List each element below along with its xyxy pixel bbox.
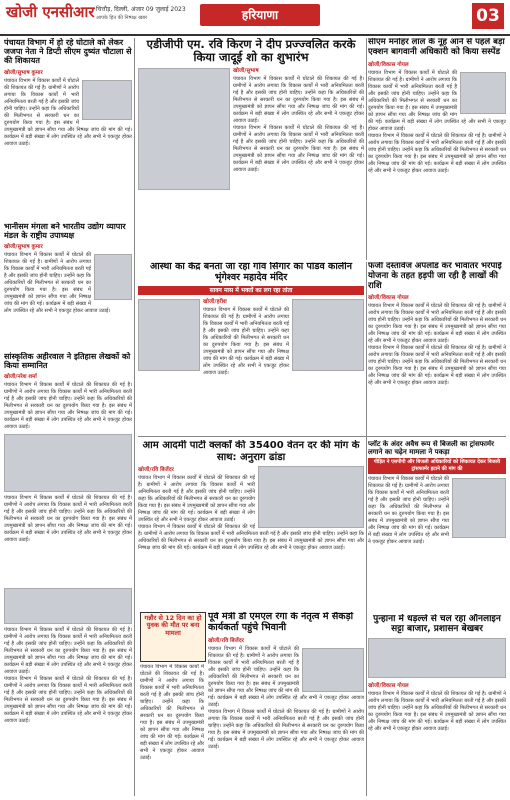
story-headline: एडीजीपी एम. रवि किरण ने दीप प्रज्ज्वलित करके किया जादूई शो का शुभारंभ [146, 38, 356, 65]
section-title: हरियाणा [200, 4, 320, 26]
story-byline: खोजी/विकास गोयल [368, 61, 409, 68]
story-body: पंचायत विभाग में विकास कार्यों में घोटाले की शिकायत की गई है। ग्रामीणों ने आरोप लगाया कि विकास कार्यों में भारी अनियमितता बरती गई है और इसकी जांच होनी चाहिए। उन्होंने कहा कि अधिकारियों की मिलीभगत से सरकारी धन का दुरुपयोग किया गया है। इस संबंध में उपमुख्यमंत्री को ज्ञापन सौंपा गया और निष्पक्ष जांच की मांग की गई। कार्यक्रम में बड़ी संख्या में लोग उपस्थित रहे और सभी ने एकजुट होकर आवाज उठाई। [140, 664, 204, 761]
story-byline: खोजी/रवि बिजेंदर [208, 637, 244, 644]
story-photo [452, 478, 506, 538]
story-headline: भानीसम मंगला बने भारतीय उद्योग व्यापार मंडल के राष्ट्रीय उपाध्यक्ष [4, 222, 126, 241]
row-divider [138, 436, 506, 437]
story-punhana [368, 614, 506, 796]
ad-box-text: गन्नौर से 12 दिन का हो युवक की मौत पर बना मामला [144, 614, 202, 637]
story-body: पंचायत विभाग में विकास कार्यों में घोटाले की शिकायत की गई है। ग्रामीणों ने आरोप लगाया कि विकास कार्यों में भारी अनियमितता बरती गई है और इसकी जांच होनी चाहिए। उन्होंने कहा कि अधिकारियों की मिलीभगत से सरकारी धन का दुरुपयोग किया गया है। इस संबंध में उपमुख्यमंत्री को ज्ञापन सौंपा गया और निष्पक्ष जांच की मांग की गई। कार्यक्रम में बड़ी संख्या में लोग उपस्थित रहे और सभी ने एकजुट होकर आवाज उठाई। [368, 69, 506, 132]
story-photo [258, 466, 364, 528]
story-body: पंचायत विभाग में विकास कार्यों में घोटाले की शिकायत की गई है। ग्रामीणों ने आरोप लगाया कि विकास कार्यों में भारी अनियमितता बरती गई है और इसकी जांच होनी चाहिए। उन्होंने कहा कि अधिकारियों की मिलीभगत से सरकारी धन का दुरुपयोग किया गया है। इस संबंध में उपमुख्यमंत्री को ज्ञापन सौंपा गया और निष्पक्ष जांच की मांग की गई। कार्यक्रम में बड़ी संख्या में लोग उपस्थित रहे और सभी ने एकजुट होकर आवाज उठाई। [208, 708, 364, 750]
story-cultural [4, 352, 132, 584]
tagline: आपके हित की निष्पक्ष खबर [96, 15, 148, 21]
story-photo [82, 80, 132, 120]
story-byline: खोजी/सुभाष कुमार [4, 69, 43, 76]
column-divider [366, 38, 367, 260]
story-body: पंचायत विभाग में विकास कार्यों में घोटाले की शिकायत की गई है। ग्रामीणों ने आरोप लगाया कि विकास कार्यों में भारी अनियमितता बरती गई है और इसकी जांच होनी चाहिए। उन्होंने कहा कि अधिकारियों की मिलीभगत से सरकारी धन का दुरुपयोग किया गया है। इस संबंध में उपमुख्यमंत्री को ज्ञापन सौंपा गया और निष्पक्ष जांच की मांग की गई। कार्यक्रम में बड़ी संख्या में लोग उपस्थित रहे और सभी ने एकजुट होकर आवाज उठाई। [4, 77, 132, 147]
story-subhead-band: सावन मास में भक्तों का लग रहा तांता [138, 286, 364, 295]
story-body: पंचायत विभाग में विकास कार्यों में घोटाले की शिकायत की गई है। ग्रामीणों ने आरोप लगाया कि विकास कार्यों में भारी अनियमितता बरती गई है और इसकी जांच होनी चाहिए। उन्होंने कहा कि अधिकारियों की मिलीभगत से सरकारी धन का दुरुपयोग किया गया है। इस संबंध में उपमुख्यमंत्री को ज्ञापन सौंपा गया और निष्पक्ष जांच की मांग की गई। कार्यक्रम में बड़ी संख्या में लोग उपस्थित रहे और सभी ने एकजुट होकर आवाज उठाई। [233, 76, 364, 125]
story-byline: खोजी/सुभाष कुमार [4, 244, 43, 251]
story-body: पंचायत विभाग में विकास कार्यों में घोटाले की शिकायत की गई है। ग्रामीणों ने आरोप लगाया कि विकास कार्यों में भारी अनियमितता बरती गई है और इसकी जांच होनी चाहिए। उन्होंने कहा कि अधिकारियों की मिलीभगत से सरकारी धन का दुरुपयोग किया गया है। इस संबंध में उपमुख्यमंत्री को ज्ञापन सौंपा गया और निष्पक्ष जांच की मांग की गई। कार्यक्रम में बड़ी संख्या में लोग उपस्थित रहे और सभी ने एकजुट होकर आवाज उठाई। [138, 475, 255, 523]
story-body: पंचायत विभाग में विकास कार्यों में घोटाले की शिकायत की गई है। ग्रामीणों ने आरोप लगाया कि विकास कार्यों में भारी अनियमितता बरती गई है और इसकी जांच होनी चाहिए। उन्होंने कहा कि अधिकारियों की मिलीभगत से सरकारी धन का दुरुपयोग किया गया है। इस संबंध में उपमुख्यमंत्री को ज्ञापन सौंपा गया और निष्पक्ष जांच की मांग की गई। कार्यक्रम में बड़ी संख्या में लोग उपस्थित रहे और सभी ने एकजुट होकर आवाज उठाई। [368, 132, 506, 174]
story-photo [368, 638, 506, 678]
story-plot [368, 440, 506, 610]
story-body: पंचायत विभाग में विकास कार्यों में घोटाले की शिकायत की गई है। ग्रामीणों ने आरोप लगाया कि विकास कार्यों में भारी अनियमितता बरती गई है और इसकी जांच होनी चाहिए। उन्होंने कहा कि अधिकारियों की मिलीभगत से सरकारी धन का दुरुपयोग किया गया है। इस संबंध में उपमुख्यमंत्री को ज्ञापन सौंपा गया और निष्पक्ष जांच की मांग की गई। कार्यक्रम में बड़ी संख्या में लोग उपस्थित रहे और सभी ने एकजुट होकर आवाज उठाई। [4, 676, 132, 724]
story-fake [368, 262, 506, 430]
story-byline: खोजी/रवि बिजेंदर [138, 467, 174, 473]
story-byline: खोजी/नरेश शर्मा [4, 374, 37, 381]
story-body: पंचायत विभाग में विकास कार्यों में घोटाले की शिकायत की गई है। ग्रामीणों ने आरोप लगाया कि विकास कार्यों में भारी अनियमितता बरती गई है और इसकी जांच होनी चाहिए। उन्होंने कहा कि अधिकारियों की मिलीभगत से सरकारी धन का दुरुपयोग किया गया है। इस संबंध में उपमुख्यमंत्री को ज्ञापन सौंपा गया और निष्पक्ष जांच की मांग की गई। कार्यक्रम में बड़ी संख्या में लोग उपस्थित रहे और सभी ने एकजुट होकर आवाज उठाई। [368, 303, 506, 345]
story-body: पंचायत विभाग में विकास कार्यों में घोटाले की शिकायत की गई है। ग्रामीणों ने आरोप लगाया कि विकास कार्यों में भारी अनियमितता बरती गई है और इसकी जांच होनी चाहिए। उन्होंने कहा कि अधिकारियों की मिलीभगत से सरकारी धन का दुरुपयोग किया गया है। इस संबंध में उपमुख्यमंत्री को ज्ञापन सौंपा गया और निष्पक्ष जांच की मांग की गई। कार्यक्रम में बड़ी संख्या में लोग उपस्थित रहे और सभी ने एकजुट होकर आवाज उठाई। [368, 345, 506, 387]
story-bhanisar [4, 222, 132, 348]
story-photo [138, 299, 200, 371]
story-byline: खोजी/विकास गोयल [368, 295, 409, 302]
story-headline: फर्जी दस्तावेज अपलोड कर भावांतर भरपाई योजना के तहत हड़पी जा रही है लाखों की राशि [368, 262, 502, 291]
story-headline: पुन्हाना में धड़ल्ले से चल रहा ऑनलाइन सट्टा बाजार, प्रशासन बेखबर [373, 614, 501, 635]
story-photo [138, 68, 230, 190]
story-headline: आस्था का केंद्र बनता जा रहा गांव सिंगार का पांडव कालीन भृंगेश्वर महादेव मंदिर [150, 262, 352, 283]
story-left-bottom [4, 588, 132, 796]
column-divider [134, 38, 135, 796]
story-former-continued [140, 664, 204, 796]
dateline: चित्तौड़, दिल्ली, अंजार 09 जुलाई 2023 [96, 6, 186, 13]
story-headline: आम आदमी पार्टी क्लर्कों की 35400 वेतन दर की मांग के साथ: अनुराग ढांडा [142, 440, 360, 463]
story-photo [302, 648, 364, 692]
story-headline: सीएम मनोहर लाल के नूंह आने से पहले बड़ा एक्शन बागवानी अधिकारी को किया सस्पेंड [368, 38, 505, 57]
story-headline: प्लॉट के अंदर अवैध रूप से बिजली का ट्रांसफार्मर लगाने का चढ़ेन मामला ने पकड़ा [368, 440, 494, 457]
story-aastha [138, 262, 364, 434]
story-body: पंचायत विभाग में विकास कार्यों में घोटाले की शिकायत की गई है। ग्रामीणों ने आरोप लगाया कि विकास कार्यों में भारी अनियमितता बरती गई है और इसकी जांच होनी चाहिए। उन्होंने कहा कि अधिकारियों की मिलीभगत से सरकारी धन का दुरुपयोग किया गया है। इस संबंध में उपमुख्यमंत्री को ज्ञापन सौंपा गया और निष्पक्ष जांच की मांग की गई। कार्यक्रम में बड़ी संख्या में लोग उपस्थित रहे और सभी ने एकजुट होकर आवाज उठाई। [4, 627, 132, 675]
page-number: 03 [472, 3, 504, 29]
story-byline: खोजी/विकास गोयल [368, 682, 409, 689]
story-aap [138, 440, 364, 610]
masthead [0, 0, 510, 36]
story-photo [4, 588, 132, 624]
story-body: पंचायत विभाग में विकास कार्यों में घोटाले की शिकायत की गई है। ग्रामीणों ने आरोप लगाया कि विकास कार्यों में भारी अनियमितता बरती गई है और इसकी जांच होनी चाहिए। उन्होंने कहा कि अधिकारियों की मिलीभगत से सरकारी धन का दुरुपयोग किया गया है। इस संबंध में उपमुख्यमंत्री को ज्ञापन सौंपा गया और निष्पक्ष जांच की मांग की गई। कार्यक्रम में बड़ी संख्या में लोग उपस्थित रहे और सभी ने एकजुट होकर आवाज उठाई। [368, 476, 449, 546]
story-body: पंचायत विभाग में विकास कार्यों में घोटाले की शिकायत की गई है। ग्रामीणों ने आरोप लगाया कि विकास कार्यों में भारी अनियमितता बरती गई है और इसकी जांच होनी चाहिए। उन्होंने कहा कि अधिकारियों की मिलीभगत से सरकारी धन का दुरुपयोग किया गया है। इस संबंध में उपमुख्यमंत्री को ज्ञापन सौंपा गया और निष्पक्ष जांच की मांग की गई। कार्यक्रम में बड़ी संख्या में लोग उपस्थित रहे और सभी ने एकजुट होकर आवाज उठाई। [203, 306, 289, 376]
ad-box [140, 612, 206, 662]
story-subhead-band: पीड़ित ने एसपीपी और बिजली अधिकारियों को शिकायत देकर बिजली ट्रांसफार्मर हटाने की मांग की [368, 458, 506, 474]
story-former [208, 612, 364, 796]
story-body: पंचायत विभाग में विकास कार्यों में घोटाले की शिकायत की गई है। ग्रामीणों ने आरोप लगाया कि विकास कार्यों में भारी अनियमितता बरती गई है और इसकी जांच होनी चाहिए। उन्होंने कहा कि अधिकारियों की मिलीभगत से सरकारी धन का दुरुपयोग किया गया है। इस संबंध में उपमुख्यमंत्री को ज्ञापन सौंपा गया और निष्पक्ष जांच की मांग की गई। कार्यक्रम में बड़ी संख्या में लोग उपस्थित रहे और सभी ने एकजुट होकर आवाज उठाई। [4, 252, 111, 315]
story-body: पंचायत विभाग में विकास कार्यों में घोटाले की शिकायत की गई है। ग्रामीणों ने आरोप लगाया कि विकास कार्यों में भारी अनियमितता बरती गई है और इसकी जांच होनी चाहिए। उन्होंने कहा कि अधिकारियों की मिलीभगत से सरकारी धन का दुरुपयोग किया गया है। इस संबंध में उपमुख्यमंत्री को ज्ञापन सौंपा गया और निष्पक्ष जांच की मांग की गई। कार्यक्रम में बड़ी संख्या में लोग उपस्थित रहे और सभी ने एकजुट होकर आवाज उठाई। [4, 382, 132, 431]
column-divider [366, 262, 367, 796]
story-adgp [138, 38, 364, 260]
story-photo [460, 72, 506, 114]
story-headline: पूर्व मंत्री डॉ एमएल रंगा के नेतृत्व में सैंकड़ों कार्यकर्ता पहुंचे भिवानी [208, 612, 354, 633]
story-body: पंचायत विभाग में विकास कार्यों में घोटाले की शिकायत की गई है। ग्रामीणों ने आरोप लगाया कि विकास कार्यों में भारी अनियमितता बरती गई है और इसकी जांच होनी चाहिए। उन्होंने कहा कि अधिकारियों की मिलीभगत से सरकारी धन का दुरुपयोग किया गया है। इस संबंध में उपमुख्यमंत्री को ज्ञापन सौंपा गया और निष्पक्ष जांच की मांग की गई। कार्यक्रम में बड़ी संख्या में लोग उपस्थित रहे और सभी ने एकजुट होकर आवाज उठाई। [4, 495, 132, 544]
story-ceo [368, 38, 506, 256]
story-body: पंचायत विभाग में विकास कार्यों में घोटाले की शिकायत की गई है। ग्रामीणों ने आरोप लगाया कि विकास कार्यों में भारी अनियमितता बरती गई है और इसकी जांच होनी चाहिए। उन्होंने कहा कि अधिकारियों की मिलीभगत से सरकारी धन का दुरुपयोग किया गया है। इस संबंध में उपमुख्यमंत्री को ज्ञापन सौंपा गया और निष्पक्ष जांच की मांग की गई। कार्यक्रम में बड़ी संख्या में लोग उपस्थित रहे और सभी ने एकजुट होकर आवाज उठाई। [233, 125, 364, 174]
story-panchayat [4, 38, 132, 218]
story-headline: पंचायत विभाग में हो रहे घोटाले को लेकर जजपा नेता ने डिप्टी सीएम दुष्यंत चौटाला से की शिकायत [4, 38, 132, 66]
story-body: पंचायत विभाग में विकास कार्यों में घोटाले की शिकायत की गई है। ग्रामीणों ने आरोप लगाया कि विकास कार्यों में भारी अनियमितता बरती गई है और इसकी जांच होनी चाहिए। उन्होंने कहा कि अधिकारियों की मिलीभगत से सरकारी धन का दुरुपयोग किया गया है। इस संबंध में उपमुख्यमंत्री को ज्ञापन सौंपा गया और निष्पक्ष जांच की मांग की गई। कार्यक्रम में बड़ी संख्या में लोग उपस्थित रहे और सभी ने एकजुट होकर आवाज उठाई। [138, 524, 364, 551]
newspaper-logo: खोजी एनसीआर [6, 3, 95, 21]
story-photo [292, 299, 364, 371]
story-byline: खोजी/हरीश [203, 298, 227, 305]
story-body: पंचायत विभाग में विकास कार्यों में घोटाले की शिकायत की गई है। ग्रामीणों ने आरोप लगाया कि विकास कार्यों में भारी अनियमितता बरती गई है और इसकी जांच होनी चाहिए। उन्होंने कहा कि अधिकारियों की मिलीभगत से सरकारी धन का दुरुपयोग किया गया है। इस संबंध में उपमुख्यमंत्री को ज्ञापन सौंपा गया और निष्पक्ष जांच की मांग की गई। कार्यक्रम में बड़ी संख्या में लोग उपस्थित रहे और सभी ने एकजुट होकर आवाज उठाई। [208, 645, 364, 708]
story-headline: सांस्कृतिक अहीरवाल ने इतिहास लेखकों को किया सम्मानित [4, 352, 131, 371]
story-photo [94, 254, 132, 300]
story-byline: खोजी/सुभाष [233, 68, 259, 75]
story-body: पंचायत विभाग में विकास कार्यों में घोटाले की शिकायत की गई है। ग्रामीणों ने आरोप लगाया कि विकास कार्यों में भारी अनियमितता बरती गई है और इसकी जांच होनी चाहिए। उन्होंने कहा कि अधिकारियों की मिलीभगत से सरकारी धन का दुरुपयोग किया गया है। इस संबंध में उपमुख्यमंत्री को ज्ञापन सौंपा गया और निष्पक्ष जांच की मांग की गई। कार्यक्रम में बड़ी संख्या में लोग उपस्थित रहे और सभी ने एकजुट होकर आवाज उठाई। [368, 690, 506, 732]
story-photo [4, 434, 132, 492]
